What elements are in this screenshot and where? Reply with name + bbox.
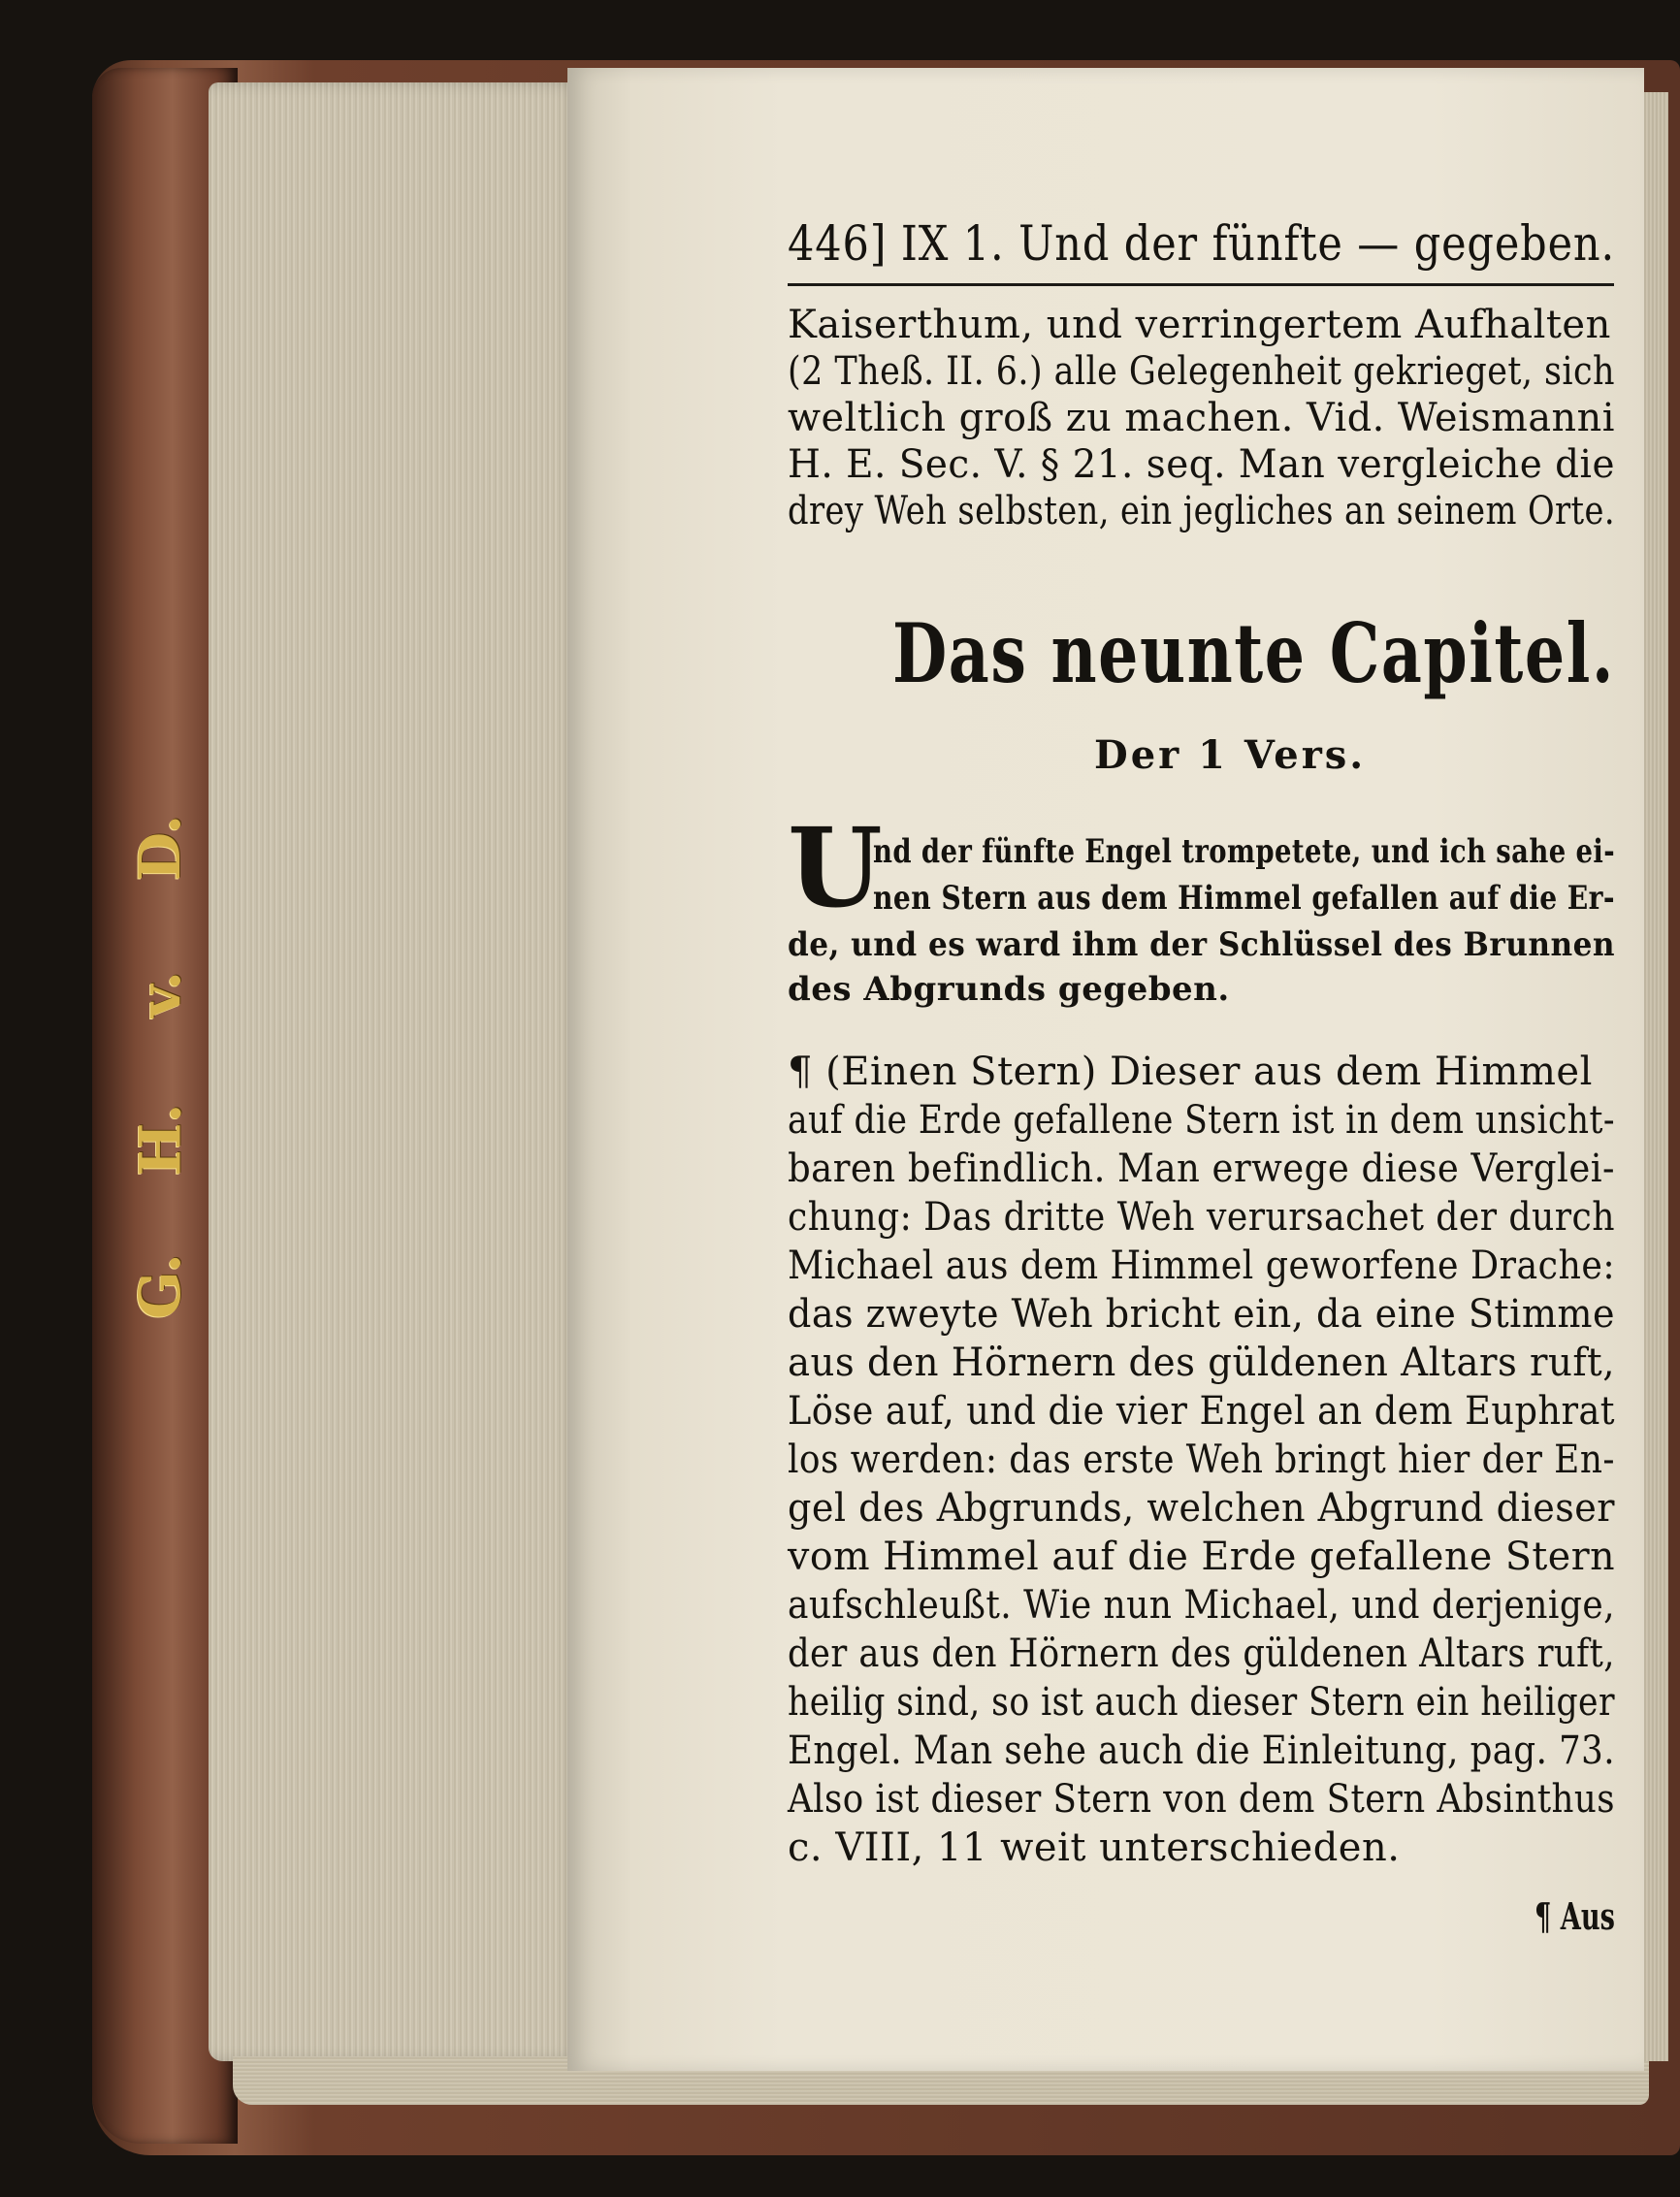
commentary-line: gel des Abgrunds, welchen Abgrund dieser [788, 1486, 1616, 1531]
commentary-line: das zweyte Weh bricht ein, da eine Stimme [788, 1292, 1616, 1337]
text-line: Kaiserthum, und verringertem Aufhalten [788, 303, 1611, 347]
header-rule [788, 283, 1614, 286]
running-header: 446] IX 1. Und der fünfte — gegeben. [788, 215, 1616, 272]
commentary-line: Engel. Man sehe auch die Einleitung, pag. 73. [788, 1729, 1615, 1773]
commentary-line: Löse auf, und die vier Engel an dem Euphrat [788, 1389, 1615, 1434]
commentary-line: vom Himmel auf die Erde gefallene Stern [788, 1535, 1616, 1579]
spine-letter: D. [126, 814, 193, 882]
commentary-line: heilig sind, so ist auch dieser Stern ein heiliger [788, 1680, 1615, 1725]
spine-letter: G. [126, 1253, 193, 1319]
verse-line: de, und es ward ihm der Schlüssel des Brunnen [788, 925, 1615, 964]
commentary-line: aus den Hörnern des güldenen Altars ruft, [788, 1341, 1615, 1385]
chapter-title: Das neunte Capitel. [892, 605, 1616, 701]
commentary-line: chung: Das dritte Weh verursachet der durch [788, 1195, 1615, 1240]
commentary-line: ¶ (Einen Stern) Dieser aus dem Himmel [788, 1050, 1593, 1094]
text-line: (2 Theß. II. 6.) alle Gelegenheit gekrieget, sich [788, 349, 1615, 394]
commentary-line: baren befindlich. Man erwege diese Verglei- [788, 1147, 1616, 1191]
spine-lettering [116, 815, 204, 1319]
commentary-line: los werden: das erste Weh bringt hier der En- [788, 1438, 1615, 1482]
verse-line: nd der fünfte Engel trompetete, und ich sahe ei- [873, 832, 1616, 871]
drop-capital: U [788, 805, 883, 932]
commentary-line: der aus den Hörnern des güldenen Altars ruft, [788, 1632, 1615, 1676]
commentary-line: aufschleußt. Wie nun Michael, und derjenige, [788, 1583, 1615, 1628]
text-line: weltlich groß zu machen. Vid. Weismanni [788, 396, 1615, 440]
catchword: ¶ Aus [1535, 1894, 1616, 1938]
spine-letter: H. [127, 1103, 193, 1177]
page-edges-left [209, 82, 582, 2061]
commentary-line: Also ist dieser Stern von dem Stern Absinthus [788, 1777, 1616, 1822]
verse-line: des Abgrunds gegeben. [788, 970, 1230, 1009]
text-line: drey Weh selbsten, ein jegliches an seinem Orte. [788, 489, 1616, 533]
verse-line: nen Stern aus dem Himmel gefallen auf die Er- [873, 879, 1616, 918]
commentary-line: c. VIII, 11 weit unterschieden. [788, 1825, 1401, 1870]
commentary-line: auf die Erde gefallene Stern ist in dem unsicht- [788, 1098, 1615, 1143]
text-line: H. E. Sec. V. § 21. seq. Man vergleiche die [788, 442, 1615, 487]
spine-letter: v. [127, 970, 193, 1018]
verse-heading: Der 1 Vers. [1094, 732, 1367, 778]
commentary-line: Michael aus dem Himmel geworfene Drache: [788, 1244, 1616, 1288]
